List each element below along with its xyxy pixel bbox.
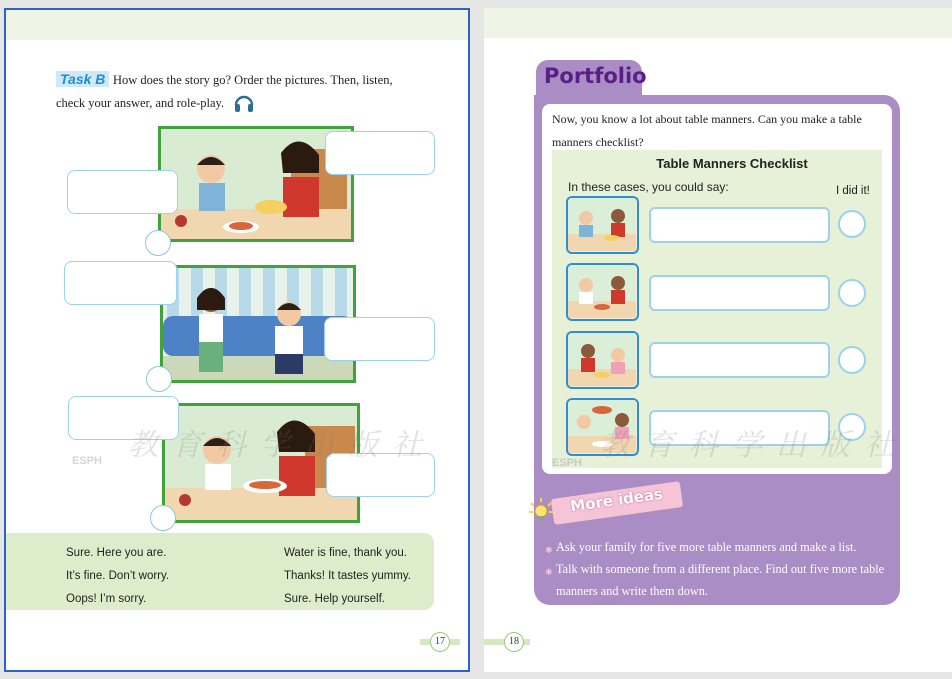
- idea-item: Ask your family for five more table manners and make a list.: [556, 540, 857, 554]
- watermark-text: 教育科学出版社: [128, 428, 436, 463]
- phrase-option: Thanks! It tastes yummy.: [284, 570, 411, 582]
- page-top-band: [484, 8, 952, 38]
- watermark-logo: ESPH: [72, 455, 102, 467]
- order-circle-3[interactable]: [150, 505, 176, 531]
- did-it-checkbox[interactable]: [838, 346, 866, 374]
- idea-item: Talk with someone from a different place. Find out five more table manners and write them down.: [556, 562, 885, 598]
- order-circle-1[interactable]: [145, 230, 171, 256]
- phrase-option: Oops! I’m sorry.: [66, 593, 147, 605]
- did-it-checkbox[interactable]: [838, 210, 866, 238]
- page-top-band: [6, 10, 468, 40]
- portfolio-title: Portfolio: [544, 64, 647, 88]
- phrase-option: It’s fine. Don’t worry.: [66, 570, 170, 582]
- task-label: Task B: [56, 71, 109, 87]
- checklist-thumbnail: [566, 263, 639, 321]
- watermark-text: 教育科学出版社: [600, 428, 908, 463]
- checklist-answer-field[interactable]: [649, 207, 830, 243]
- phrase-option: Water is fine, thank you.: [284, 547, 407, 559]
- order-circle-2[interactable]: [146, 366, 172, 392]
- bullet-icon: ✱: [545, 545, 553, 555]
- portfolio-intro: Now, you know a lot about table manners. Can you make a table manners checklist?: [552, 112, 862, 149]
- checklist-thumbnail: [566, 196, 639, 254]
- speech-bubble-1a[interactable]: [325, 131, 435, 175]
- bullet-icon: ✱: [545, 567, 553, 577]
- lightbulb-icon: [528, 497, 554, 523]
- did-it-label: I did it!: [836, 185, 870, 197]
- checklist-answer-field[interactable]: [649, 342, 830, 378]
- instruction-line-1: How does the story go? Order the pictures. Then, listen,: [113, 73, 393, 87]
- checklist-thumbnail: [566, 331, 639, 389]
- phrase-option: Sure. Here you are.: [66, 547, 167, 559]
- more-ideas-title: More ideas: [569, 484, 664, 516]
- page-number-left: 17: [430, 632, 450, 652]
- watermark-logo: ESPH: [552, 457, 582, 469]
- checklist-answer-field[interactable]: [649, 275, 830, 311]
- headphones-icon[interactable]: [233, 93, 255, 113]
- phrase-option: Sure. Help yourself.: [284, 593, 385, 605]
- page-number-right: 18: [504, 632, 524, 652]
- checklist-subtitle: In these cases, you could say:: [568, 180, 729, 194]
- instruction-line-2: check your answer, and role-play.: [56, 96, 225, 110]
- did-it-checkbox[interactable]: [838, 279, 866, 307]
- checklist-title: Table Manners Checklist: [656, 156, 808, 171]
- speech-bubble-2b[interactable]: [324, 317, 435, 361]
- speech-bubble-2a[interactable]: [64, 261, 177, 305]
- speech-bubble-1b[interactable]: [67, 170, 178, 214]
